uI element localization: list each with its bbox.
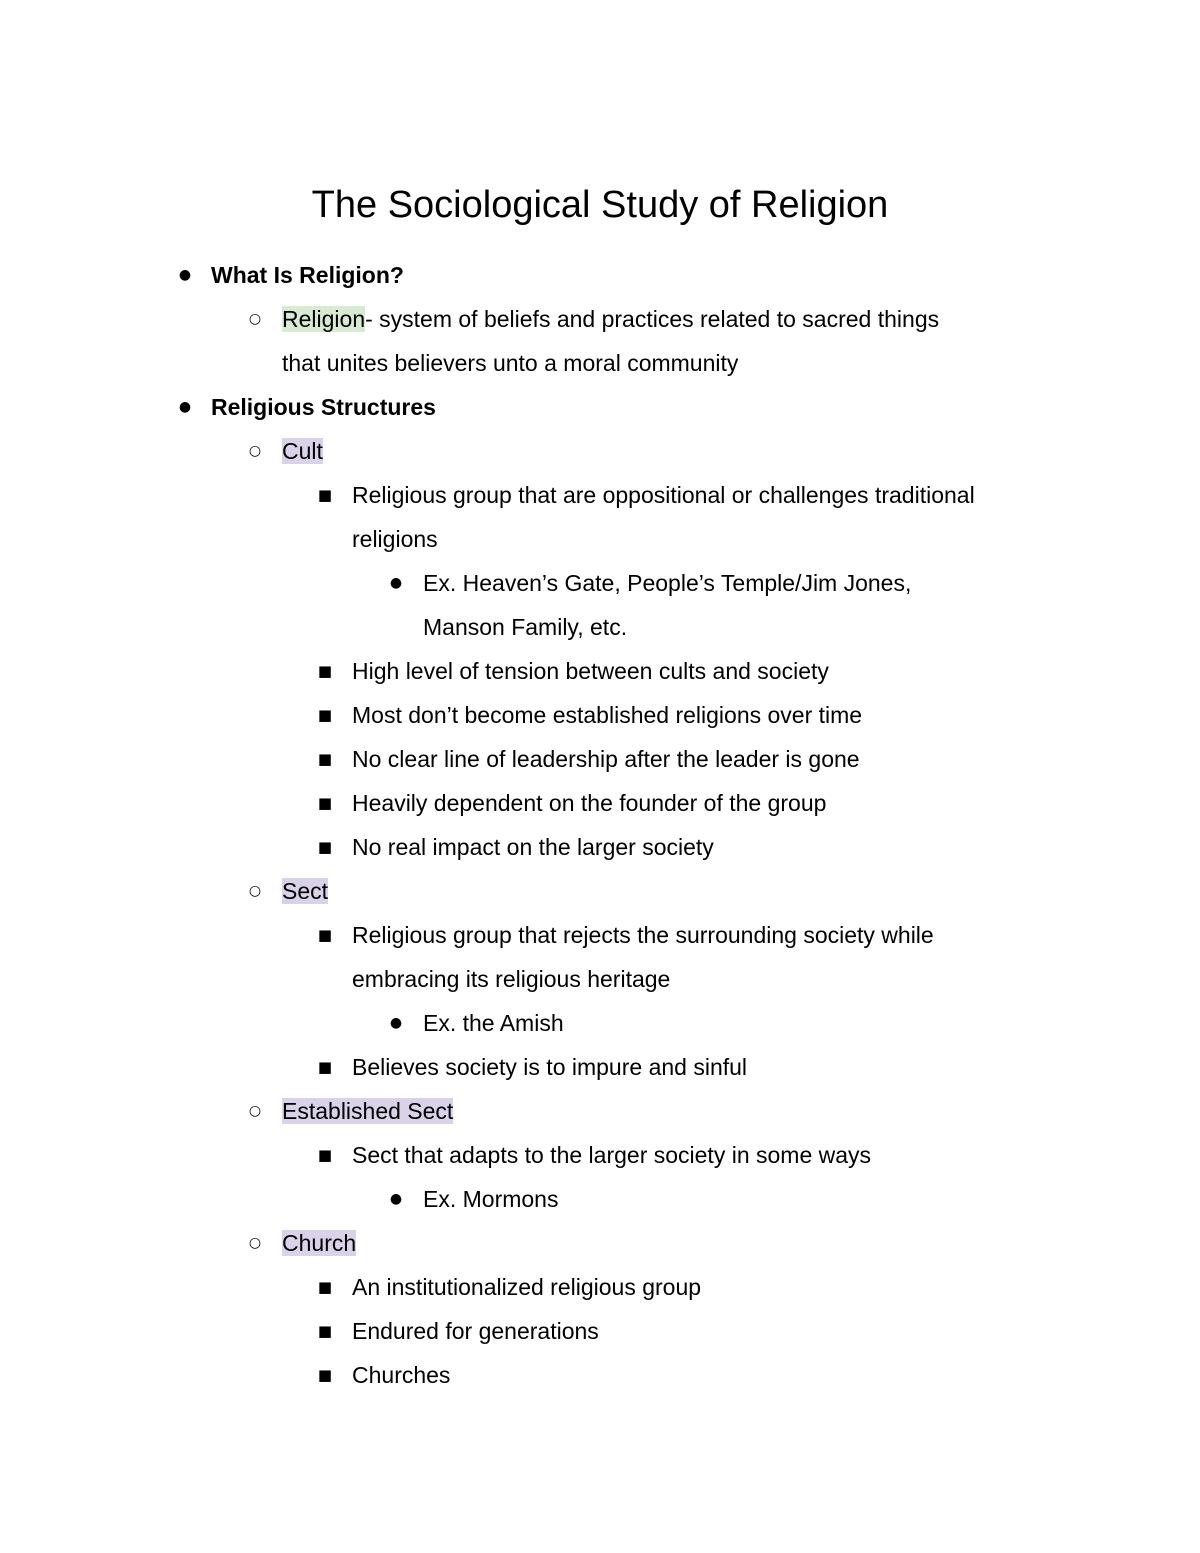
definition-religion	[0, 297, 1200, 341]
term-cult: Cult	[282, 438, 323, 464]
square-bullet-icon: ■	[317, 926, 333, 944]
term-established-sect-item	[0, 1089, 1200, 1133]
list-item-text: Endured for generations	[352, 1318, 599, 1344]
square-bullet-icon: ■	[317, 486, 333, 504]
list-item	[0, 825, 1200, 869]
filled-circle-bullet-icon: ●	[389, 1015, 403, 1031]
example-item	[0, 1177, 1200, 1221]
filled-circle-bullet-icon: ●	[178, 399, 192, 415]
square-bullet-icon: ■	[317, 794, 333, 812]
square-bullet-icon: ■	[317, 1366, 333, 1384]
term-religion: Religion	[282, 306, 366, 332]
filled-circle-bullet-icon: ●	[389, 1191, 403, 1207]
hollow-circle-bullet-icon: ○	[248, 311, 262, 327]
list-item-text: Religious group that are oppositional or challenges traditional	[352, 482, 975, 508]
definition-text: - system of beliefs and practices related to sacred things	[365, 306, 940, 332]
list-item	[0, 913, 1200, 957]
list-item-text: No clear line of leadership after the leader is gone	[352, 746, 860, 772]
hollow-circle-bullet-icon: ○	[248, 883, 262, 899]
square-bullet-icon: ■	[317, 1146, 333, 1164]
square-bullet-icon: ■	[317, 662, 333, 680]
list-item-text: High level of tension between cults and society	[352, 658, 829, 684]
heading-text: Religious Structures	[211, 394, 436, 420]
list-item-text: An institutionalized religious group	[352, 1274, 702, 1300]
term-church-item	[0, 1221, 1200, 1265]
list-item-text: embracing its religious heritage	[352, 966, 671, 992]
list-item	[0, 1133, 1200, 1177]
document-title: The Sociological Study of Religion	[311, 184, 889, 226]
list-item	[0, 693, 1200, 737]
hollow-circle-bullet-icon: ○	[248, 1103, 262, 1119]
example-text: Ex. Heaven’s Gate, People’s Temple/Jim Jones,	[423, 570, 912, 596]
outline-heading-what-is-religion	[0, 253, 1200, 297]
square-bullet-icon: ■	[317, 1058, 333, 1076]
term-sect: Sect	[282, 878, 329, 904]
square-bullet-icon: ■	[317, 1322, 333, 1340]
list-item	[0, 473, 1200, 517]
outline-list	[0, 253, 1200, 1397]
definition-continuation	[0, 341, 1200, 385]
list-item	[0, 1353, 1200, 1397]
list-item-text: religions	[352, 526, 438, 552]
definition-text-continued: that unites believers unto a moral community	[282, 350, 739, 376]
term-cult-item	[0, 429, 1200, 473]
term-established-sect: Established Sect	[282, 1098, 454, 1124]
list-item-text: Sect that adapts to the larger society in some ways	[352, 1142, 872, 1168]
term-sect-item	[0, 869, 1200, 913]
example-text: Ex. Mormons	[423, 1186, 559, 1212]
square-bullet-icon: ■	[317, 838, 333, 856]
square-bullet-icon: ■	[317, 706, 333, 724]
list-item-text: Heavily dependent on the founder of the group	[352, 790, 827, 816]
example-item-continuation	[0, 605, 1200, 649]
list-item-continuation	[0, 957, 1200, 1001]
list-item-text: No real impact on the larger society	[352, 834, 714, 860]
list-item	[0, 1045, 1200, 1089]
list-item-text: Believes society is to impure and sinful	[352, 1054, 748, 1080]
list-item	[0, 737, 1200, 781]
example-item	[0, 561, 1200, 605]
list-item	[0, 1309, 1200, 1353]
filled-circle-bullet-icon: ●	[178, 267, 192, 283]
list-item	[0, 781, 1200, 825]
list-item	[0, 1265, 1200, 1309]
list-item-text: Churches	[352, 1362, 451, 1388]
list-item-text: Religious group that rejects the surrounding society while	[352, 922, 934, 948]
hollow-circle-bullet-icon: ○	[248, 443, 262, 459]
square-bullet-icon: ■	[317, 1278, 333, 1296]
list-item	[0, 649, 1200, 693]
filled-circle-bullet-icon: ●	[389, 575, 403, 591]
example-text: Ex. the Amish	[423, 1010, 564, 1036]
list-item-text: Most don’t become established religions over time	[352, 702, 863, 728]
example-item	[0, 1001, 1200, 1045]
list-item-continuation	[0, 517, 1200, 561]
hollow-circle-bullet-icon: ○	[248, 1235, 262, 1251]
square-bullet-icon: ■	[317, 750, 333, 768]
outline-heading-religious-structures	[0, 385, 1200, 429]
heading-text: What Is Religion?	[211, 262, 404, 288]
example-text: Manson Family, etc.	[423, 614, 628, 640]
term-church: Church	[282, 1230, 357, 1256]
